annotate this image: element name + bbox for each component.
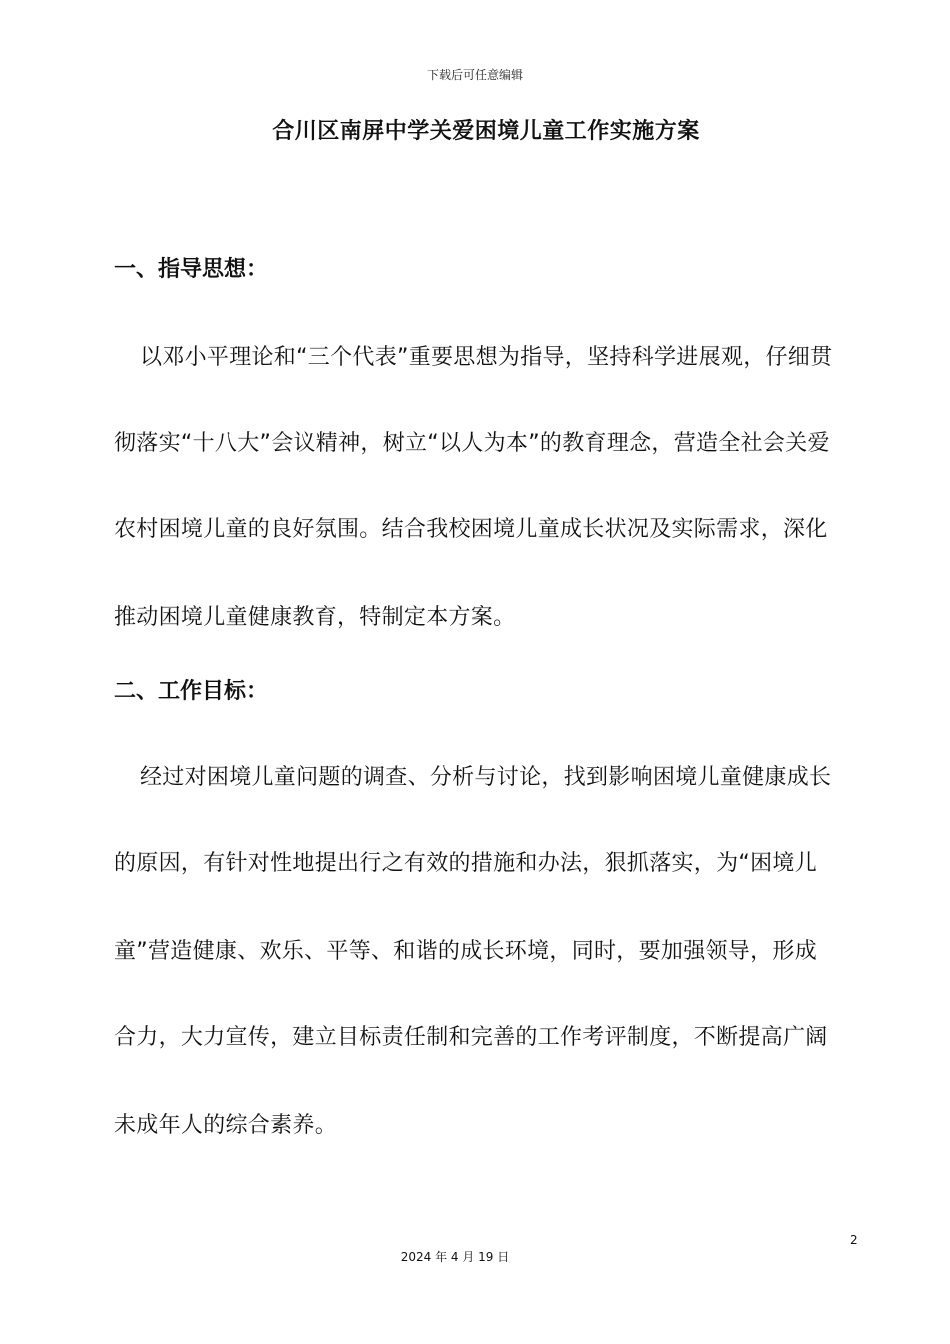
paragraph-line: 合力，大力宣传，建立目标责任制和完善的工作考评制度，不断提高广阔 [114,1025,828,1050]
paragraph-line: 推动困境儿童健康教育，特制定本方案。 [114,605,516,630]
paragraph-line: 童”营造健康、欢乐、平等、和谐的成长环境，同时，要加强领导，形成 [114,939,817,964]
paragraph-line: 农村困境儿童的良好氛围。结合我校困境儿童成长状况及实际需求，深化 [114,517,828,542]
header-note: 下载后可任意编辑 [426,68,523,82]
footer-date: 2024 年 4 月 19 日 [400,1250,510,1264]
paragraph-line: 未成年人的综合素养。 [114,1113,338,1138]
section-heading-guiding-ideology: 一、指导思想： [114,257,269,282]
paragraph-line: 的原因，有针对性地提出行之有效的措施和办法，狠抓落实，为“困境儿 [114,851,817,876]
document-title: 合川区南屏中学关爱困境儿童工作实施方案 [272,119,700,144]
section-heading-work-goals: 二、工作目标： [114,679,269,704]
paragraph-line: 经过对困境儿童问题的调查、分析与讨论，找到影响困境儿童健康成长 [140,765,832,790]
page-number: 2 [850,1233,858,1247]
paragraph-line: 彻落实“十八大”会议精神，树立“以人为本”的教育理念，营造全社会关爱 [114,431,830,456]
paragraph-line: 以邓小平理论和“三个代表”重要思想为指导，坚持科学进展观，仔细贯 [140,345,833,370]
